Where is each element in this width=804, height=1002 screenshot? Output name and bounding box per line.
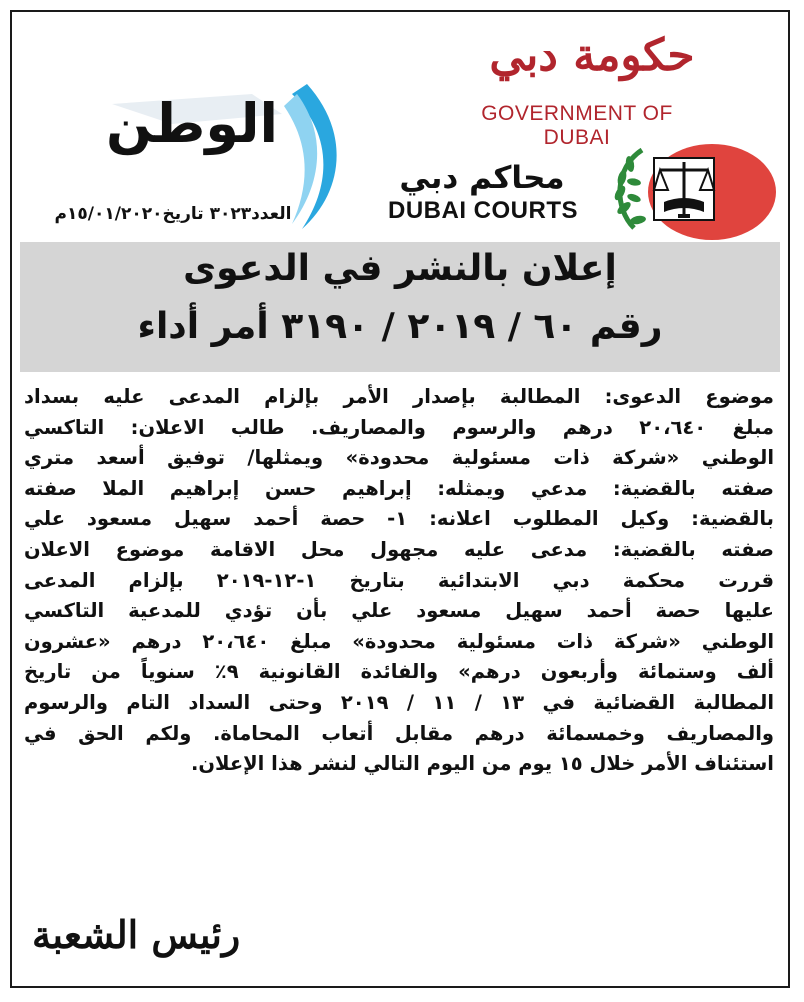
signature: رئيس الشعبة (32, 912, 241, 957)
header (12, 12, 788, 240)
notice-line: بالقضية: وكيل المطلوب اعلانه: ١- حصة أحمد سهيل مسعود علي (24, 507, 774, 531)
notice-line: والمصاريف وخمسمائة درهم مقابل أتعاب المحاماة. ولكم الحق في (24, 721, 774, 745)
dubai-courts-emblem-icon (594, 138, 784, 240)
notice-line: موضوع الدعوى: المطالبة بإصدار الأمر بإلزام المدعى عليه بسداد (24, 385, 774, 408)
notice-line: استئناف الأمر خلال ١٥ يوم من اليوم التالي لنشر هذا الإعلان. (190, 752, 774, 776)
notice-line: المطالبة القضائية في ١٣ / ١١ / ٢٠١٩ وحتى السداد التام والرسوم (24, 690, 774, 714)
notice-line: مبلغ ٢٠،٦٤٠ درهم والرسوم والمصاريف. طالب الاعلان: التاكسي (24, 415, 774, 439)
notice-line: ألف وستمائة وأربعون درهم» والفائدة القانونية ٩٪ سنوياً من تاريخ (24, 660, 774, 684)
notice-line: عليها حصة أحمد سهيل مسعود علي بأن تؤدي للمدعية التاكسي (24, 599, 774, 623)
case-number: رقم ٦٠ / ٢٠١٩ / ٣١٩٠ أمر أداء (137, 306, 663, 347)
dubai-courts-arabic: محاكم دبي (399, 160, 565, 196)
notice-line: الوطني «شركة ذات مسئولية محدودة» ويمثلها/ توفيق أسعد متري (24, 446, 774, 470)
issue-date-line: العدد٣٠٢٣ تاريخ١٥/٠١/٢٠٢٠م (54, 204, 292, 224)
notice-line: صفته بالقضية: مدعى عليه مجهول محل الاقامة موضوع الاعلان (24, 537, 774, 561)
notice-line: صفته بالقضية: مدعي ويمثله: إبراهيم حسن إبراهيم الملا صفته (24, 476, 774, 500)
notice-title-band (20, 242, 780, 372)
notice-line: قررت محكمة دبي الابتدائية بتاريخ ١-١٢-٢٠١٩ بإلزام المدعى (24, 568, 774, 592)
notice-title: إعلان بالنشر في الدعوى (183, 248, 617, 289)
government-of-dubai-english: GOVERNMENT OF DUBAI (481, 102, 673, 149)
dubai-courts-english: DUBAI COURTS (388, 197, 578, 224)
newspaper-logo: الوطن (105, 92, 279, 155)
government-of-dubai-arabic-logo: حكومة دبي (489, 30, 695, 81)
notice-body (24, 382, 774, 780)
notice-line: الوطني «شركة ذات مسئولية محدودة» مبلغ ٢٠،٦٤٠ درهم «عشرون (24, 629, 774, 653)
notice-frame (10, 10, 790, 988)
